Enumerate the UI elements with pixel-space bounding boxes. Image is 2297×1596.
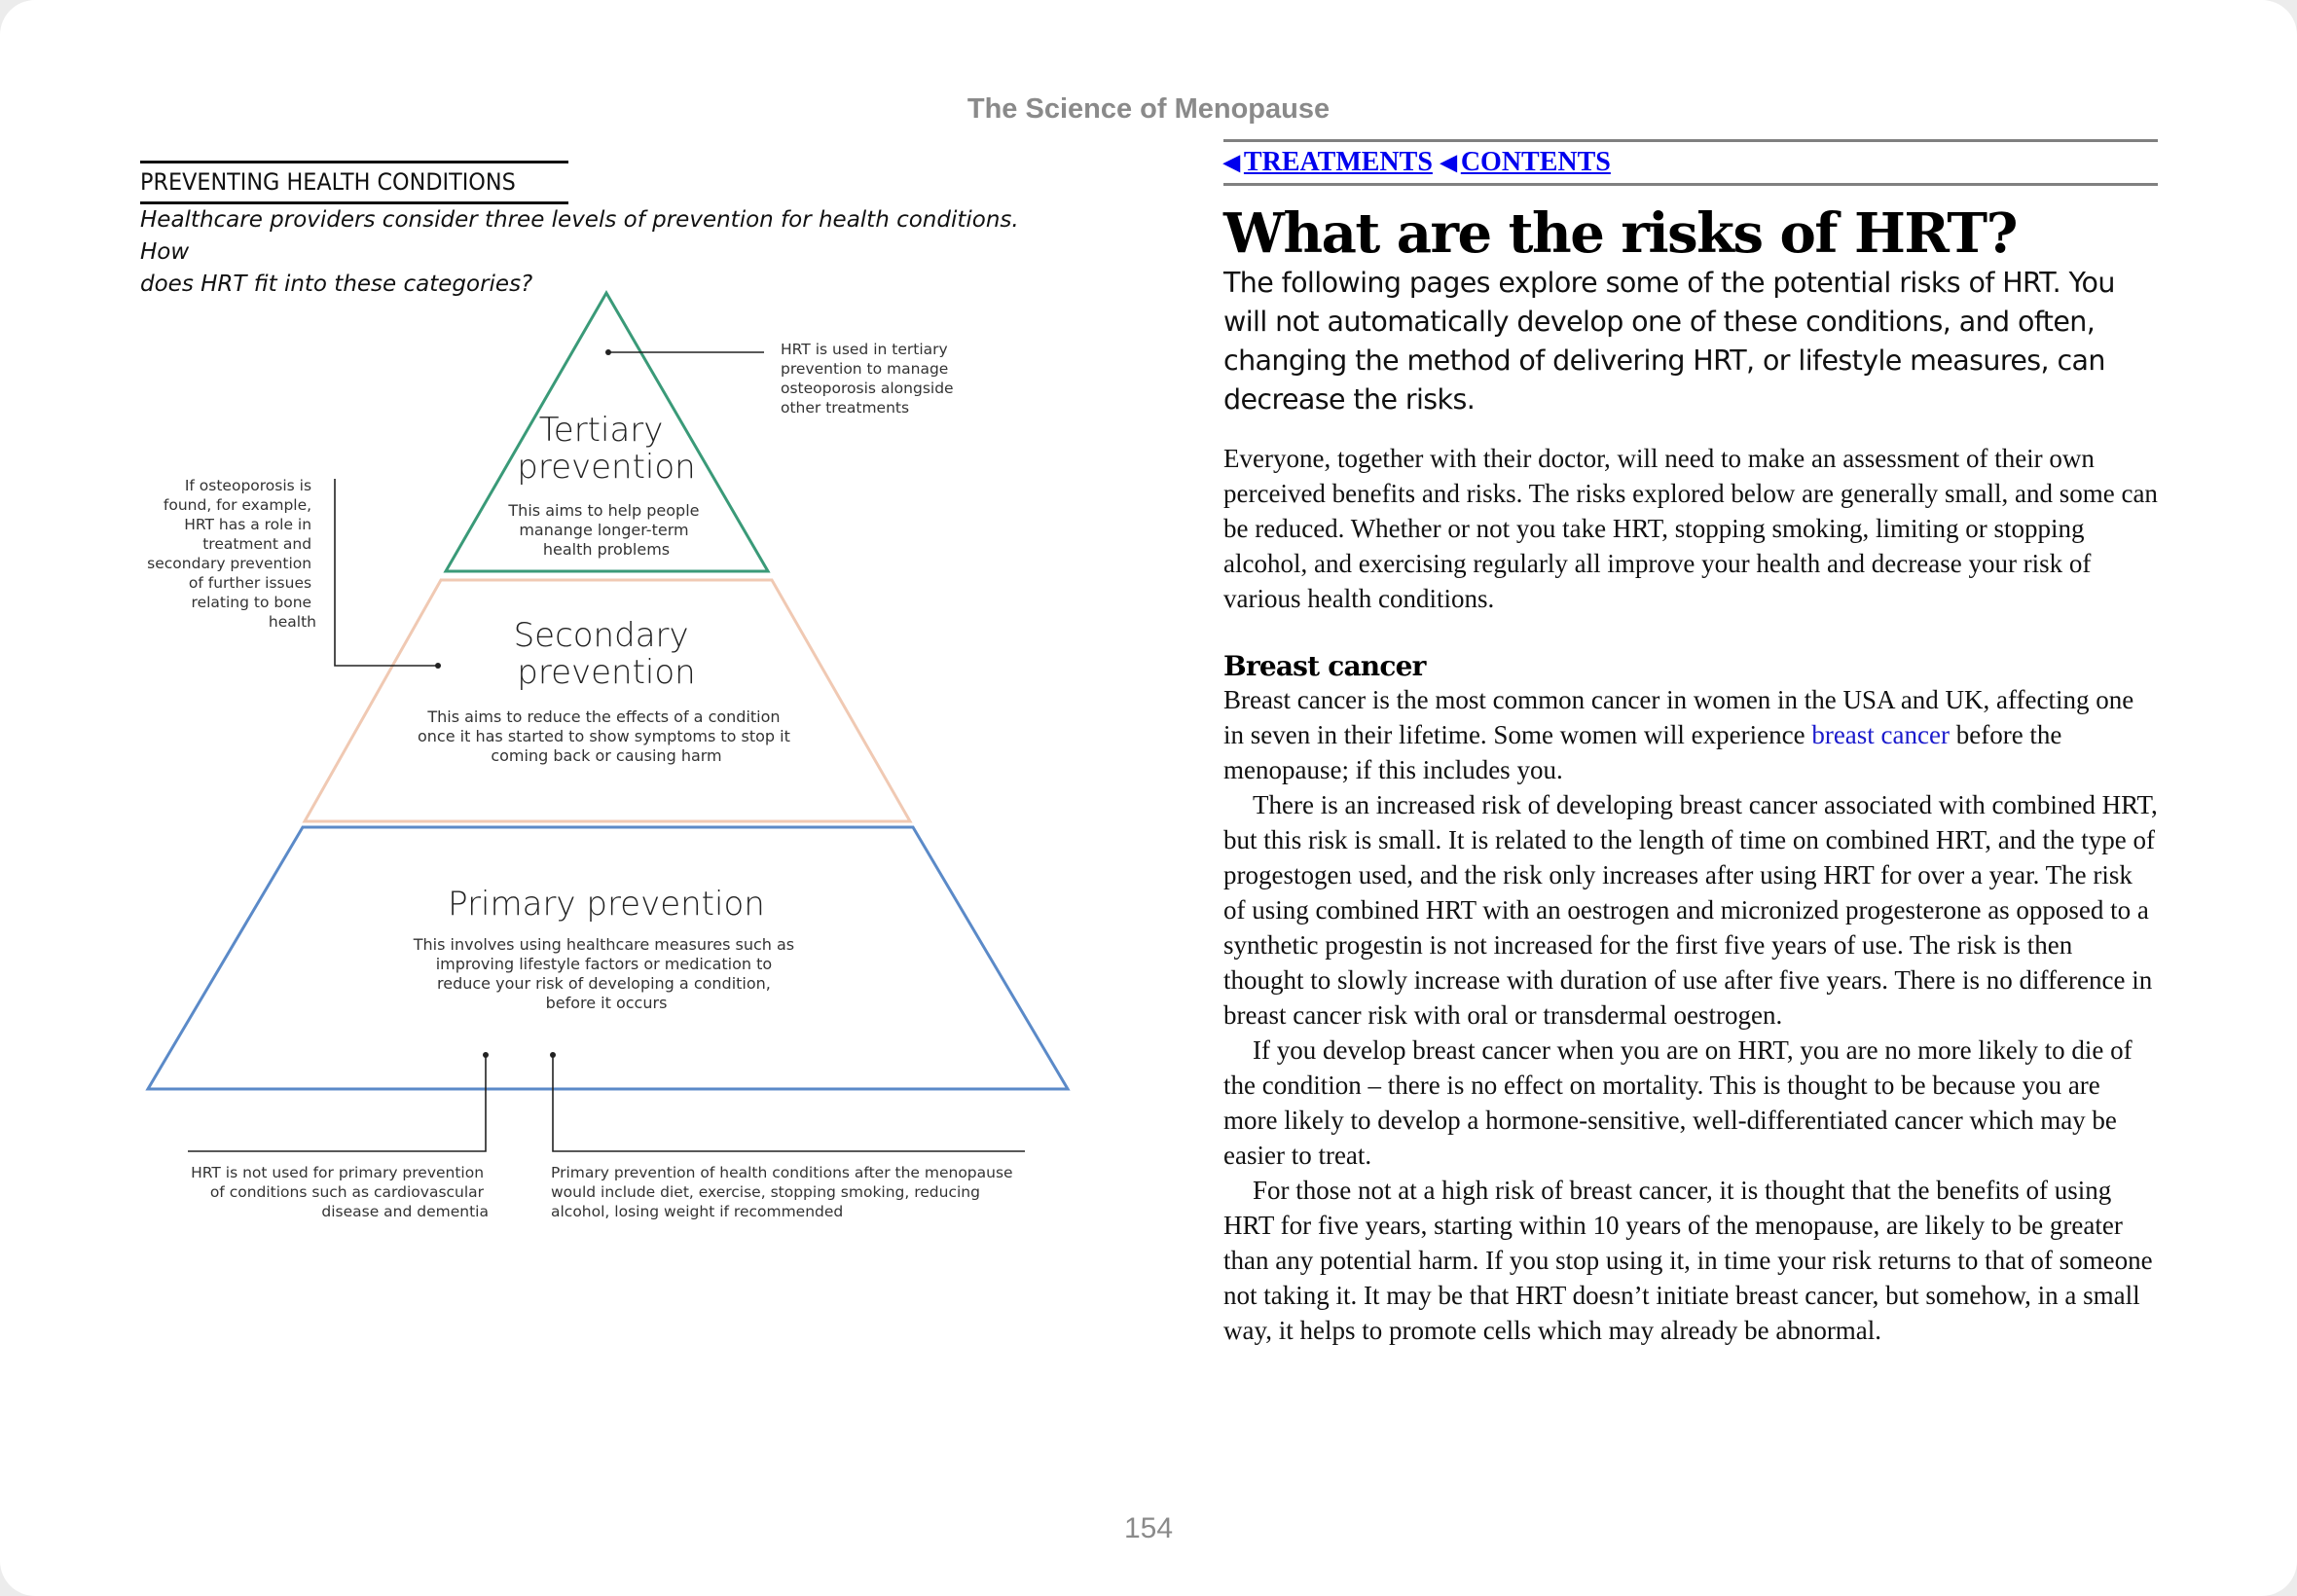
primary-lifestyle-callout-dot bbox=[550, 1052, 556, 1058]
primary-not-used-callout-line bbox=[188, 1055, 486, 1151]
secondary-callout-text: If osteoporosis is found, for example, HRT has a role in treatment and secondary prevention of further issues relating to bone health bbox=[147, 477, 316, 631]
article-column bbox=[1223, 139, 2158, 1348]
body-paragraph: If you develop breast cancer when you are on HRT, you are no more likely to die of the condition – there is no effect on mortality. This is thought to be because you are more likely to develop a hormone-sensitive, well-differentiated cancer which may be easier to treat. bbox=[1223, 1035, 2133, 1170]
primary-lifestyle-callout-line bbox=[553, 1055, 1025, 1151]
primary-not-used-callout-dot bbox=[483, 1052, 489, 1058]
back-arrow-icon: ◀ bbox=[1440, 150, 1457, 174]
treatments-link[interactable]: TREATMENTS bbox=[1243, 147, 1433, 177]
article-title: What are the risks of HRT? bbox=[1223, 201, 2017, 266]
article-intro: The following pages explore some of the potential risks of HRT. You will not automatically develop one of these conditions, and often, changing the method of delivering HRT, or lifestyle measures, can decrease the risks. bbox=[1223, 267, 2115, 416]
tertiary-description: This aims to help people manange longer-term health problems bbox=[508, 501, 700, 559]
chapter-navigation bbox=[1223, 139, 2158, 186]
primary-lifestyle-callout-text: Primary prevention of health conditions after the menopause would include diet, exercise, stopping smoking, reducing alcohol, losing weight if recommended bbox=[551, 1164, 1013, 1220]
primary-description: This involves using healthcare measures such as improving lifestyle factors or medication to reduce your risk of developing a condition, before it occurs bbox=[413, 935, 795, 1012]
secondary-callout-dot bbox=[435, 663, 441, 669]
body-paragraph: There is an increased risk of developing breast cancer associated with combined HRT, but this risk is small. It is related to the length of time on combined HRT, and the type of progestogen used, and the risk only increases after using HRT for over a year. The risk of using combined HRT with an oestrogen and micronized progesterone as opposed to a synthetic progestin is not increased for the first five years of use. The risk is then thought to slowly increase with duration of use after five years. There is no difference in breast cancer risk with oral or transdermal oestrogen. bbox=[1223, 790, 2158, 1030]
body-paragraph bbox=[1223, 682, 2158, 787]
primary-title: Primary prevention bbox=[448, 885, 765, 924]
paragraph-text: before the menopause; if this includes you. bbox=[1223, 720, 2062, 784]
breast-cancer-link[interactable]: breast cancer bbox=[1811, 720, 1950, 749]
section-intro-line: does HRT fit into these categories? bbox=[140, 272, 533, 297]
tertiary-callout-text: HRT is used in tertiary prevention to manage osteoporosis alongside other treatments bbox=[781, 341, 954, 417]
secondary-title: Secondary prevention bbox=[513, 616, 696, 692]
book-title: The Science of Menopause bbox=[966, 93, 1331, 125]
body-paragraph: Everyone, together with their doctor, will need to make an assessment of their own perceived benefits and risks. The risks explored below are generally small, and some can be reduced. Whether or not you take HRT, stopping smoking, limiting or stopping alcohol, and exercising regularly all improve your health and decrease your risk of various health conditions. bbox=[1223, 444, 2158, 613]
tertiary-title: Tertiary prevention bbox=[517, 411, 696, 487]
back-arrow-icon: ◀ bbox=[1223, 150, 1240, 174]
secondary-description: This aims to reduce the effects of a condition once it has started to show symptoms to stop it coming back or causing harm bbox=[418, 707, 790, 765]
body-paragraph: For those not at a high risk of breast cancer, it is thought that the benefits of using HRT for five years, starting within 10 years of the menopause, are likely to be greater than any potential harm. If you stop using it, in time your risk returns to that of someone not taking it. It may be that HRT doesn’t initiate breast cancer, but somehow, in a small way, it helps to promote cells which may already be abnormal. bbox=[1223, 1176, 2153, 1345]
primary-not-used-callout-text: HRT is not used for primary prevention of conditions such as cardiovascular disease and dementia bbox=[191, 1164, 489, 1220]
breast-cancer-heading: Breast cancer bbox=[1223, 650, 1426, 682]
secondary-callout-line bbox=[335, 479, 438, 666]
paragraph-text: Breast cancer is the most common cancer in women in the USA and UK, affecting one in seven in their lifetime. Some women will experience bbox=[1223, 685, 2134, 749]
page-number: 154 bbox=[1123, 1512, 1174, 1544]
prevention-pyramid-diagram bbox=[0, 0, 1148, 1265]
contents-link[interactable]: CONTENTS bbox=[1460, 147, 1611, 177]
section-heading: PREVENTING HEALTH CONDITIONS bbox=[140, 168, 516, 196]
section-intro-line: Healthcare providers consider three levels of prevention for health conditions. How bbox=[140, 207, 1019, 265]
tertiary-callout-dot bbox=[605, 349, 611, 355]
